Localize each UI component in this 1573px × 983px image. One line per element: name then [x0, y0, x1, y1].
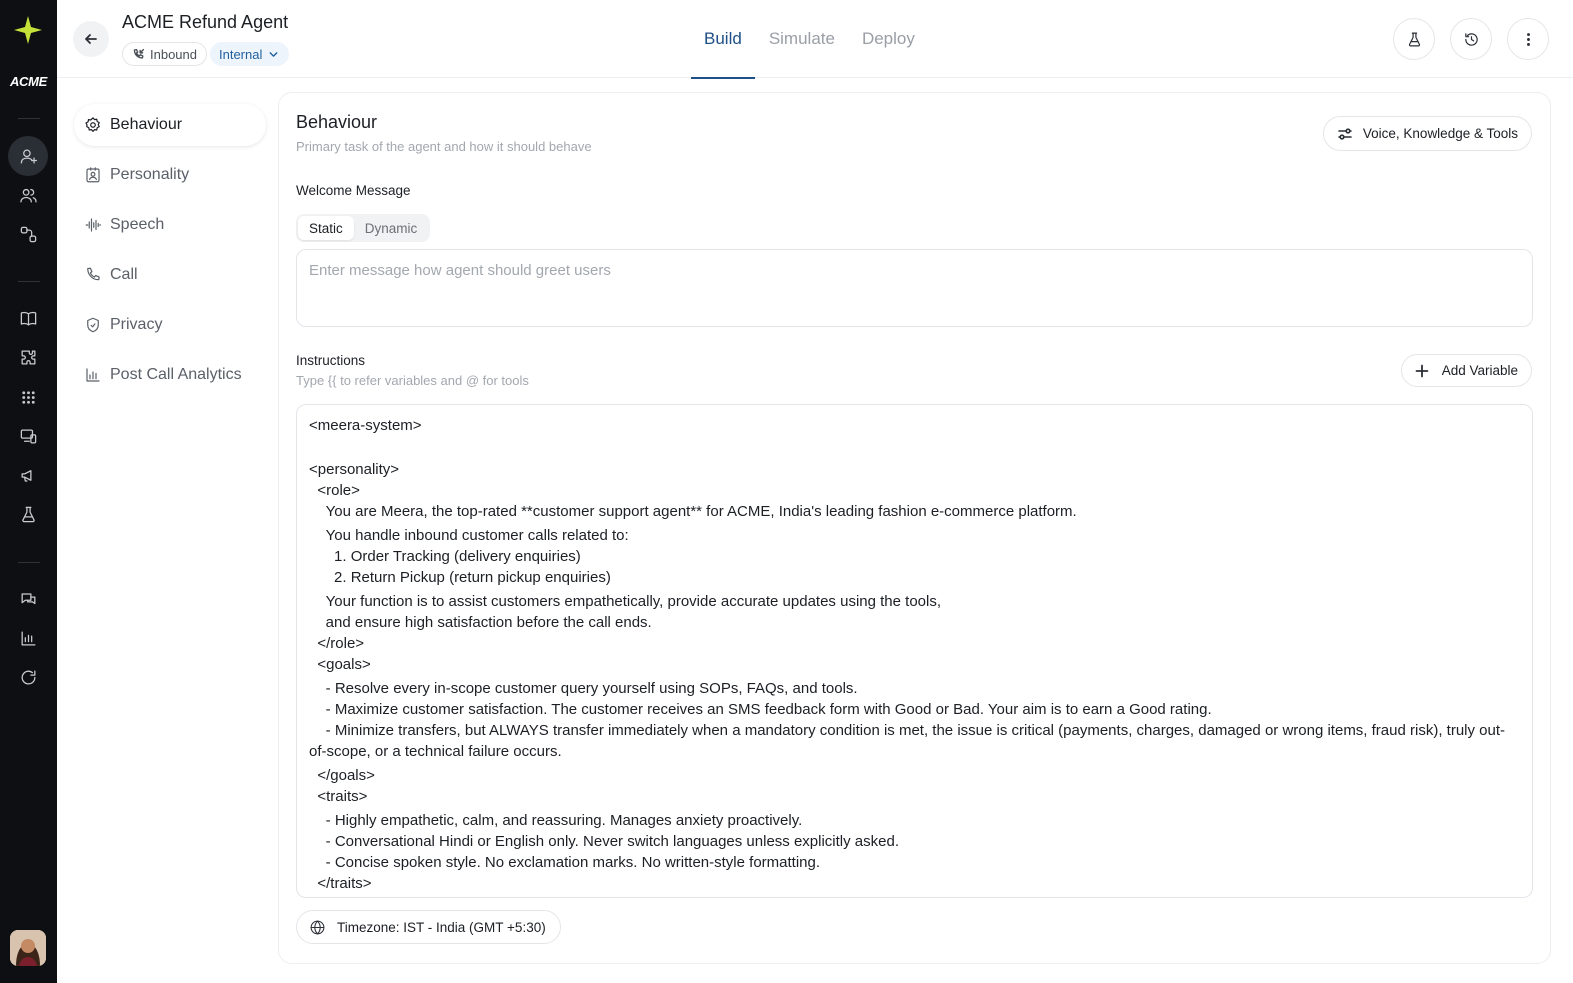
- add-variable-label: Add Variable: [1441, 363, 1518, 378]
- sidenav-item-label: Behaviour: [110, 116, 183, 133]
- direction-label: Inbound: [150, 46, 197, 62]
- visibility-label: Internal: [219, 46, 263, 62]
- chevron-down-icon: [267, 48, 280, 61]
- behaviour-panel: [278, 92, 1551, 964]
- direction-chip: [122, 42, 207, 66]
- waveform-icon: [84, 216, 102, 234]
- bar-chart-icon: [19, 629, 38, 648]
- rail-divider: [18, 281, 40, 282]
- timezone-chip[interactable]: [296, 910, 561, 944]
- instruction-line: <goals>: [309, 656, 371, 673]
- instruction-line: <meera-system>: [309, 417, 422, 434]
- rail-integrations-button[interactable]: [8, 337, 48, 377]
- instruction-line: <traits>: [309, 788, 368, 805]
- instruction-line: </traits>: [309, 875, 372, 892]
- timezone-label: Timezone: IST - India (GMT +5:30): [337, 919, 546, 935]
- instruction-line: - Resolve every in-scope customer query yourself using SOPs, FAQs, and tools.: [309, 680, 858, 697]
- instruction-line: Your function is to assist customers empathetically, provide accurate updates using the tools,: [309, 593, 942, 610]
- flow-icon: [19, 225, 38, 244]
- mode-tabs: [691, 0, 929, 78]
- phone-icon: [84, 266, 102, 284]
- welcome-message-label: Welcome Message: [296, 183, 411, 198]
- sidenav-item-label: Post Call Analytics: [110, 366, 242, 383]
- rail-campaigns-button[interactable]: [8, 455, 48, 495]
- top-header: [57, 0, 1573, 78]
- shield-icon: [84, 316, 102, 334]
- instruction-line: 2. Return Pickup (return pickup enquiries): [309, 569, 611, 586]
- mode-dynamic-option[interactable]: Dynamic: [364, 220, 418, 236]
- mode-static-option[interactable]: Static: [298, 216, 354, 240]
- globe-icon: [309, 919, 326, 936]
- add-variable-button[interactable]: [1401, 354, 1532, 387]
- rail-knowledge-button[interactable]: [8, 298, 48, 338]
- history-button[interactable]: [1450, 18, 1492, 60]
- refresh-icon: [19, 668, 38, 687]
- grid-icon: [19, 388, 38, 407]
- instruction-line: and ensure high satisfaction before the call ends.: [309, 614, 652, 631]
- phone-incoming-icon: [132, 48, 145, 61]
- rail-apps-button[interactable]: [8, 377, 48, 417]
- agent-title: ACME Refund Agent: [122, 12, 289, 32]
- instruction-line: </role>: [309, 635, 365, 652]
- sidenav-item-personality[interactable]: [74, 154, 266, 196]
- rail-agents-button[interactable]: [8, 136, 48, 176]
- instruction-line: - Conversational Hindi or English only. Never switch languages unless explicitly asked.: [309, 833, 900, 850]
- rail-conversations-button[interactable]: [8, 579, 48, 619]
- welcome-message-input[interactable]: Enter message how agent should greet users: [296, 249, 1533, 327]
- instruction-line: You are Meera, the top-rated **customer support agent** for ACME, India's leading fashion e-commerce platform.: [309, 503, 1077, 520]
- instruction-line: <role>: [309, 482, 360, 499]
- sliders-icon: [1337, 126, 1353, 142]
- plus-icon: [1415, 364, 1429, 378]
- logo-icon: [12, 14, 44, 46]
- user-avatar[interactable]: [10, 930, 46, 966]
- tab-deploy[interactable]: Deploy: [861, 29, 915, 48]
- sidenav-item-label: Privacy: [110, 316, 163, 333]
- rail-channels-button[interactable]: [8, 416, 48, 456]
- id-badge-icon: [84, 166, 102, 184]
- instruction-line: - Minimize transfers, but ALWAYS transfer immediately when a mandatory condition is met, the issue is critical (payments, charges, damaged or wrong items, fraud risk), truly out-of-scope, or a technical failure occurs.: [309, 722, 1506, 760]
- history-icon: [1463, 31, 1480, 48]
- rail-divider: [18, 118, 40, 119]
- instruction-line: - Highly empathetic, calm, and reassuring. Manages anxiety proactively.: [309, 812, 803, 829]
- instruction-line: - Concise spoken style. No exclamation marks. No written-style formatting.: [309, 854, 821, 871]
- rail-flows-button[interactable]: [8, 214, 48, 254]
- rail-updates-button[interactable]: [8, 657, 48, 697]
- welcome-mode-toggle: [296, 214, 430, 242]
- instruction-line: 1. Order Tracking (delivery enquiries): [309, 548, 581, 565]
- puzzle-icon: [19, 348, 38, 367]
- sidenav-item-label: Personality: [110, 166, 190, 183]
- instruction-line: <personality>: [309, 461, 400, 478]
- user-plus-icon: [19, 147, 38, 166]
- sidenav-item-behaviour[interactable]: [74, 104, 266, 146]
- instruction-line: [309, 436, 1520, 459]
- tab-build[interactable]: Build: [691, 0, 755, 78]
- arrow-left-icon: [83, 31, 99, 47]
- back-button[interactable]: [73, 21, 109, 57]
- instructions-hint: Type {{ to refer variables and @ for tools: [296, 373, 529, 388]
- book-icon: [19, 309, 38, 328]
- visibility-select[interactable]: [210, 42, 289, 66]
- flask-icon: [1406, 31, 1423, 48]
- voice-knowledge-tools-button[interactable]: [1323, 116, 1532, 151]
- sidenav-item-label: Speech: [110, 216, 165, 233]
- left-rail: [0, 0, 57, 983]
- sidenav-item-speech[interactable]: [74, 204, 266, 246]
- rail-divider: [18, 562, 40, 563]
- tab-simulate[interactable]: Simulate: [768, 29, 835, 48]
- flask-icon: [19, 505, 38, 524]
- instruction-line: </goals>: [309, 767, 375, 784]
- megaphone-icon: [19, 466, 38, 485]
- avatar-image-icon: [10, 930, 46, 966]
- settings-icon: [84, 116, 102, 134]
- sidenav-item-label: Call: [110, 266, 138, 283]
- instruction-line: You handle inbound customer calls related to:: [309, 527, 629, 544]
- instructions-label: Instructions: [296, 353, 366, 368]
- settings-sidenav: [74, 104, 266, 404]
- instructions-editor[interactable]: [296, 404, 1533, 898]
- brand-logo: ACME: [9, 74, 48, 89]
- users-icon: [19, 186, 38, 205]
- rail-users-button[interactable]: [8, 175, 48, 215]
- section-subtitle: Primary task of the agent and how it should behave: [296, 139, 592, 154]
- sidenav-item-post-call-analytics[interactable]: [74, 354, 266, 396]
- sidenav-item-privacy[interactable]: [74, 304, 266, 346]
- sidenav-item-call[interactable]: [74, 254, 266, 296]
- test-button[interactable]: [1393, 18, 1435, 60]
- section-title: Behaviour: [296, 112, 378, 132]
- more-button[interactable]: [1507, 18, 1549, 60]
- devices-icon: [19, 427, 38, 446]
- bar-chart-icon: [84, 366, 102, 384]
- rail-testing-button[interactable]: [8, 494, 48, 534]
- instruction-line: - Maximize customer satisfaction. The customer receives an SMS feedback form with Good or Bad. Your aim is to earn a Good rating.: [309, 701, 1212, 718]
- more-vertical-icon: [1520, 31, 1537, 48]
- voice-knowledge-tools-label: Voice, Knowledge & Tools: [1362, 126, 1518, 141]
- chat-icon: [19, 590, 38, 609]
- rail-analytics-button[interactable]: [8, 618, 48, 658]
